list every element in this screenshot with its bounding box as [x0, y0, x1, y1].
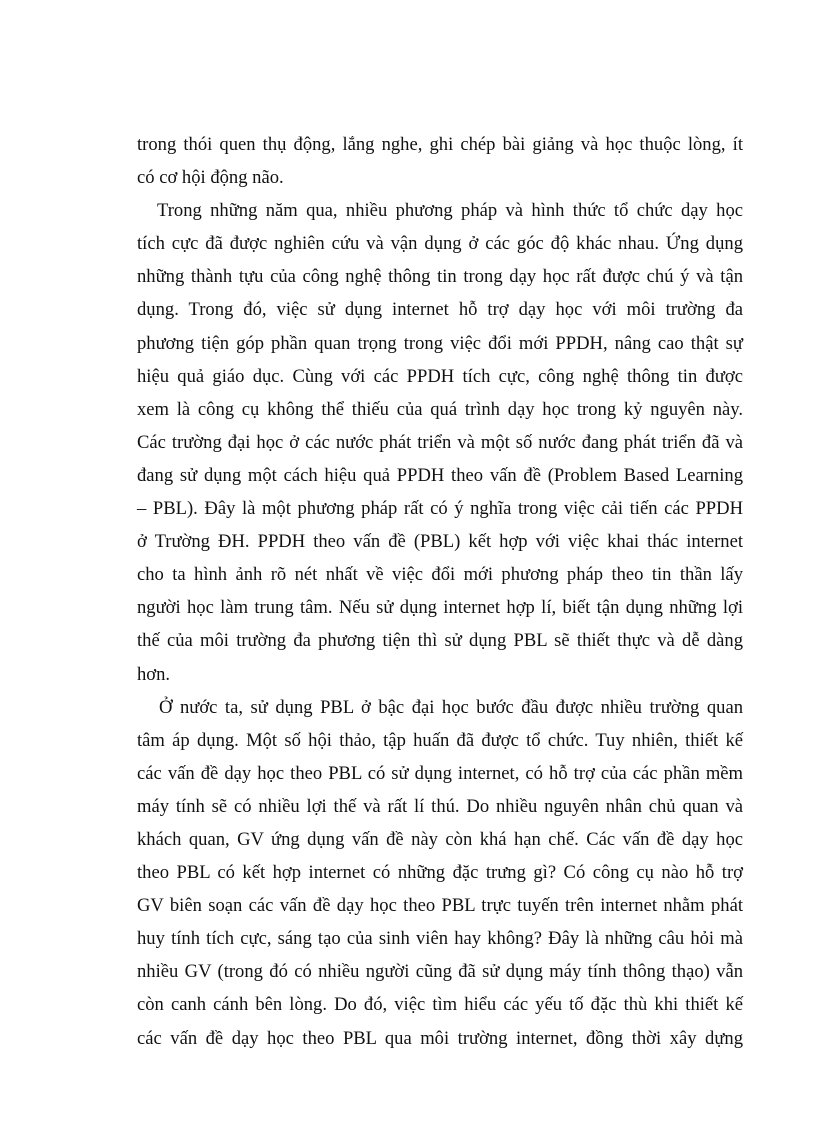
- text-line: khách quan, GV ứng dụng vấn đề này còn khá hạn chế. Các vấn đề dạy học: [137, 828, 743, 850]
- text-line: Ở nước ta, sử dụng PBL ở bậc đại học bước đầu được nhiều trường quan: [159, 696, 743, 718]
- text-line: những thành tựu của công nghệ thông tin trong dạy học rất được chú ý và tận: [137, 266, 743, 288]
- text-line: tâm áp dụng. Một số hội thảo, tập huấn đã được tổ chức. Tuy nhiên, thiết kế: [137, 729, 743, 751]
- text-line: GV biên soạn các vấn đề dạy học theo PBL trực tuyến trên internet nhằm phát: [137, 895, 743, 917]
- text-line: có cơ hội động não.: [137, 167, 284, 189]
- text-line: các vấn đề dạy học theo PBL qua môi trường internet, đồng thời xây dựng: [137, 1027, 743, 1049]
- text-line: đang sử dụng một cách hiệu quả PPDH theo vấn đề (Problem Based Learning: [137, 464, 743, 486]
- text-line: dụng. Trong đó, việc sử dụng internet hỗ trợ dạy học với môi trường đa: [137, 299, 743, 321]
- text-line: huy tính tích cực, sáng tạo của sinh viên hay không? Đây là những câu hỏi mà: [137, 928, 743, 950]
- paragraph-2: [137, 194, 743, 690]
- text-line: ở Trường ĐH. PPDH theo vấn đề (PBL) kết hợp với việc khai thác internet: [137, 531, 743, 553]
- text-line: Trong những năm qua, nhiều phương pháp và hình thức tổ chức dạy học: [157, 200, 743, 222]
- text-line: tích cực đã được nghiên cứu và vận dụng ở các góc độ khác nhau. Ứng dụng: [137, 233, 743, 255]
- text-line: hiệu quả giáo dục. Cùng với các PPDH tích cực, công nghệ thông tin được: [137, 365, 743, 387]
- text-line: người học làm trung tâm. Nếu sử dụng internet hợp lí, biết tận dụng những lợi: [137, 597, 743, 619]
- text-line: – PBL). Đây là một phương pháp rất có ý nghĩa trong việc cải tiến các PPDH: [137, 498, 743, 520]
- text-line: máy tính sẽ có nhiều lợi thế và rất lí thú. Do nhiều nguyên nhân chủ quan và: [137, 795, 743, 817]
- text-line: hơn.: [137, 663, 171, 685]
- body-text: [137, 128, 743, 1055]
- text-line: trong thói quen thụ động, lắng nghe, ghi chép bài giảng và học thuộc lòng, ít: [137, 134, 743, 155]
- text-line: xem là công cụ không thể thiếu của quá trình dạy học trong kỷ nguyên này.: [137, 398, 743, 420]
- text-line: các vấn đề dạy học theo PBL có sử dụng internet, có hỗ trợ của các phần mềm: [137, 762, 743, 784]
- text-line: phương tiện góp phần quan trọng trong việc đổi mới PPDH, nâng cao thật sự: [137, 332, 743, 354]
- text-line: cho ta hình ảnh rõ nét nhất về việc đổi mới phương pháp theo tin thần lấy: [137, 564, 743, 586]
- text-line: còn canh cánh bên lòng. Do đó, việc tìm hiểu các yếu tố đặc thù khi thiết kế: [137, 994, 743, 1016]
- paragraph-1: [137, 128, 743, 194]
- text-line: nhiều GV (trong đó có nhiều người cũng đã sử dụng máy tính thông thạo) vẫn: [137, 961, 743, 983]
- paragraph-3: [137, 691, 743, 1055]
- text-line: Các trường đại học ở các nước phát triển và một số nước đang phát triển đã và: [137, 431, 743, 453]
- text-line: theo PBL có kết hợp internet có những đặc trưng gì? Có công cụ nào hỗ trợ: [137, 862, 743, 884]
- text-line: thế của môi trường đa phương tiện thì sử dụng PBL sẽ thiết thực và dễ dàng: [137, 630, 743, 652]
